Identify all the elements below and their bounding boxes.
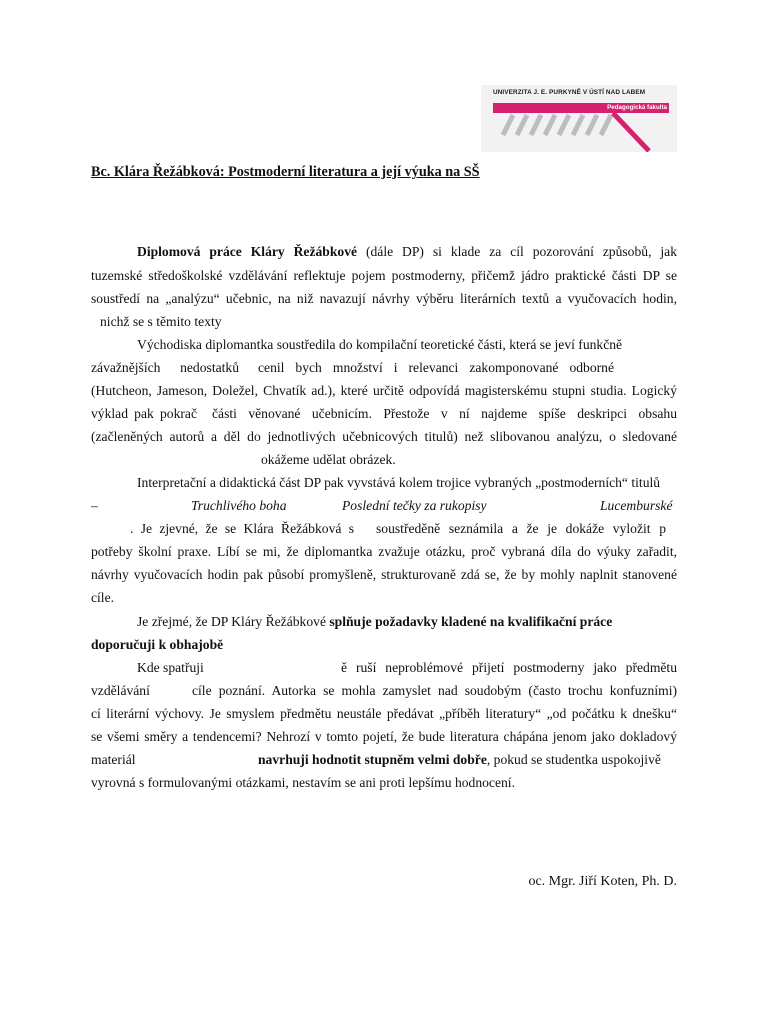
- p5-line-5b: [258, 752, 661, 768]
- p2-line-2a: závažnějších nedostatků: [91, 360, 239, 375]
- p2-line-5: (začleněných autorů a děl do jednotlivých učebnicových titulů) než slibovanou analýzu, o sledované: [91, 429, 677, 444]
- p5-line-5c: , pokud se studentka uspokojivě: [486, 752, 661, 767]
- logo-stripes-graphic: [481, 113, 677, 152]
- p5-line-1b: ě ruší neproblémové přijetí postmoderny jako předmětu: [341, 660, 677, 675]
- requirements-met-bold: splňuje požadavky kladené na kvalifikační práce: [329, 614, 613, 629]
- p5-line-2a: vzdělávání: [91, 683, 150, 698]
- p1-line-2: tuzemské středoškolské vzdělávání reflektuje pojem postmoderny, přičemž jádro praktické části DP se: [91, 268, 677, 283]
- p5-line-1a: Kde spatřuji: [137, 660, 204, 675]
- p3-line-3a: . Je zjevné, že se Klára Řežábková s: [130, 521, 354, 536]
- p3-line-5: návrhy vyučovacích hodin pak působí promyšleně, strukturovaně zdá se, že by mohly naplnit stanovené: [91, 567, 677, 582]
- p5-line-4: se všemi směry a tendencemi? Nehrozí v tomto pojetí, že bude literatura chápána jenom jako dokladový: [91, 729, 677, 744]
- grade-proposal-bold: navrhuji hodnotit stupněm velmi dobře: [258, 752, 487, 767]
- p4-line-1: [137, 614, 612, 630]
- p3-line-4: potřeby školní praxe. Líbí se mi, že diplomantka zvažuje otázku, proč vybraná díla do výuky zařadit,: [91, 544, 677, 559]
- p5-line-3: cí literární výchovy. Je smyslem předmětu neustále předávat „příběh literatury“ „od počátku k dnešku“: [91, 706, 677, 721]
- p3-line-6: cíle.: [91, 590, 115, 605]
- p2-line-6: okážeme udělat obrázek.: [261, 452, 396, 467]
- p1-line-1: [137, 244, 677, 260]
- university-logo: [481, 85, 677, 152]
- p3-line-3b: soustředěně seznámila a že je dokáže vyložit p: [376, 521, 666, 536]
- logo-faculty-name: Pedagogická fakulta: [607, 104, 667, 111]
- p1-line-4: nichž se s těmito texty: [100, 314, 222, 329]
- book-title-lucemburske: Lucemburské: [600, 498, 673, 513]
- p2-line-2b: cenil bych množství i relevanci zakomponované odborné: [258, 360, 614, 375]
- thesis-author-bold: Diplomová práce Kláry Řežábkové: [137, 244, 358, 259]
- book-title-posledni-tecky: Poslední tečky za rukopisy: [342, 498, 487, 513]
- p1-line-1-text: (dále DP) si klade za cíl pozorování způsobů, jak: [357, 244, 677, 259]
- p1-line-3: soustředí na „analýzu“ učebnic, na niž navazují návrhy výběru literárních textů a vyučovacích hodin,: [91, 291, 677, 306]
- p5-line-6: vyrovná s formulovanými otázkami, nestavím se ani proti lepšímu hodnocení.: [91, 775, 515, 790]
- p2-line-4a: výklad pak pokrač: [91, 406, 197, 421]
- document-title: Bc. Klára Řežábková: Postmoderní literatura a její výuka na SŠ: [91, 164, 480, 180]
- reviewer-signature: oc. Mgr. Jiří Koten, Ph. D.: [528, 874, 677, 889]
- logo-university-name: UNIVERZITA J. E. PURKYNĚ V ÚSTÍ NAD LABEM: [493, 89, 646, 96]
- p2-line-1: Východiska diplomantka soustředila do kompilační teoretické části, která se jeví funkčně: [137, 337, 623, 352]
- recommendation-bold: doporučuji k obhajobě: [91, 637, 224, 652]
- p5-line-5a: materiál: [91, 752, 136, 767]
- book-title-truchlivy-buh: Truchlivého boha: [191, 498, 287, 513]
- p3-dash: –: [91, 498, 98, 513]
- p3-line-1: Interpretační a didaktická část DP pak vyvstává kolem trojice vybraných „postmoderních“ titulů: [137, 475, 661, 490]
- p4-line-1-text: Je zřejmé, že DP Kláry Řežábkové: [137, 614, 330, 629]
- p2-line-3: (Hutcheon, Jameson, Doležel, Chvatík ad.), které určitě odpovídá magisterskému stupni studia. Logický: [91, 383, 677, 398]
- p2-line-4b: části věnované učebnicím. Přestože v ní najdeme spíše deskripci obsahu: [212, 406, 677, 421]
- p5-line-2b: cíle poznání. Autorka se mohla zamyslet nad soudobým (často trochu konfuzními): [192, 683, 677, 698]
